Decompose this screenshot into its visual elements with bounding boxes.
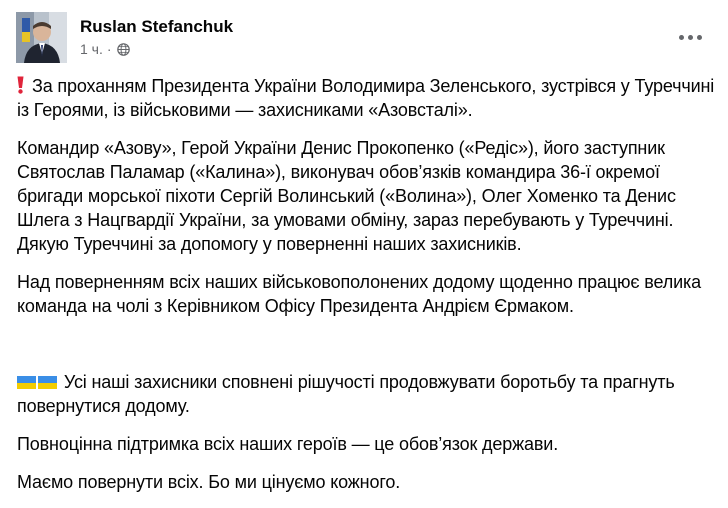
avatar[interactable]	[16, 12, 67, 63]
post-text: Усі наші захисники сповнені рішучості продовжувати боротьбу та прагнуть повернутися додому.	[17, 372, 675, 416]
more-options-icon-dot	[697, 35, 702, 40]
post-timestamp[interactable]: 1 ч.	[80, 41, 103, 57]
more-options-icon-dot	[688, 35, 693, 40]
post-paragraph	[17, 74, 717, 122]
avatar-image	[16, 12, 67, 63]
post-content	[17, 74, 717, 508]
red-exclamation-icon	[17, 76, 24, 100]
post-paragraph: Над поверненням всіх наших військовополонених додому щоденно працює велика команда на чолі з Керівником Офісу Президента Андрієм Єрмаком.	[17, 272, 706, 316]
meta-separator: ·	[106, 41, 112, 57]
post-text: За проханням Президента України Володимира Зеленського, зустрівся у Туреччині із Героями, із військовими — захисниками «Азовсталі».	[17, 76, 719, 120]
author-name[interactable]: Ruslan Stefanchuk	[80, 17, 234, 36]
post-paragraph: Командир «Азову», Герой України Денис Прокопенко («Редіс»), його заступник Святослав Паламар («Калина»), виконувач обов’язків командира 36-ї окремої бригади морської піхоти Сергій Волинський («Волина»), Олег Хоменко та Денис Шлега з Нацгвардії України, за умовами обміну, зараз перебувають у Туреччині. Дякую Туреччині за допомогу у поверненні наших захисників.	[17, 138, 681, 254]
post-paragraph	[17, 332, 717, 356]
ukraine-flag-icon	[17, 338, 36, 351]
post-paragraph: Маємо повернути всіх. Бо ми цінуємо кожного.	[17, 472, 401, 492]
more-options-icon	[679, 35, 684, 40]
globe-icon	[117, 43, 130, 56]
post-header	[0, 0, 728, 70]
post-paragraph: Повноцінна підтримка всіх наших героїв — це обов’язок держави.	[17, 434, 559, 454]
ukraine-flag-icon	[38, 376, 57, 389]
more-options-button[interactable]	[670, 19, 710, 55]
ukraine-flag-icon	[17, 376, 36, 389]
post-meta	[80, 41, 130, 57]
